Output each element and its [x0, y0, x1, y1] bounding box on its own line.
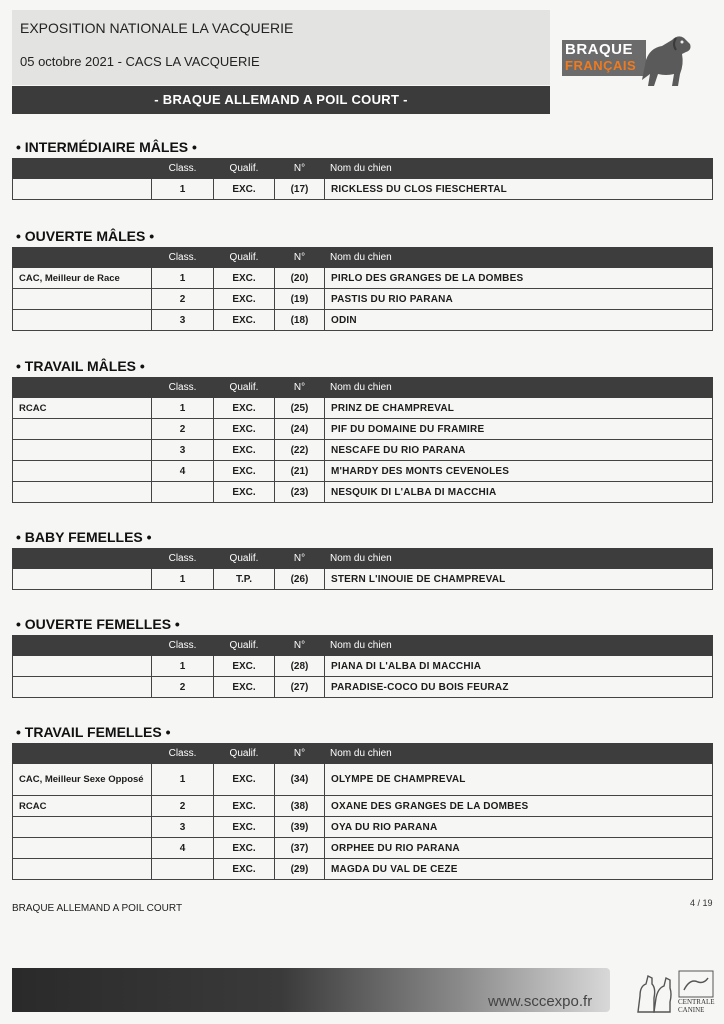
dog-name-cell: ORPHEE DU RIO PARANA [325, 838, 713, 859]
number-cell: (34) [275, 764, 325, 796]
number-cell: (39) [275, 817, 325, 838]
number-header: N° [275, 636, 325, 656]
class-header: Class. [152, 636, 214, 656]
breed-title-bar: - BRAQUE ALLEMAND A POIL COURT - [12, 86, 550, 114]
number-header: N° [275, 248, 325, 268]
dog-name-cell: OYA DU RIO PARANA [325, 817, 713, 838]
award-cell [13, 440, 152, 461]
results-table [12, 743, 713, 880]
class-cell: 3 [152, 440, 214, 461]
class-header: Class. [152, 248, 214, 268]
qualif-header: Qualif. [214, 744, 275, 764]
award-cell [13, 656, 152, 677]
footer-breed: BRAQUE ALLEMAND A POIL COURT [12, 903, 183, 914]
qualif-cell: EXC. [214, 677, 275, 698]
class-cell: 1 [152, 569, 214, 590]
qualif-cell: EXC. [214, 461, 275, 482]
award-cell: CAC, Meilleur de Race [13, 268, 152, 289]
class-section [12, 526, 712, 590]
name-header: Nom du chien [325, 636, 713, 656]
class-cell: 4 [152, 461, 214, 482]
award-cell: RCAC [13, 796, 152, 817]
centrale-canine-icon [678, 970, 714, 998]
class-cell: 2 [152, 289, 214, 310]
dog-name-cell: OXANE DES GRANGES DE LA DOMBES [325, 796, 713, 817]
class-cell: 2 [152, 796, 214, 817]
dog-icon [632, 30, 706, 88]
results-table [12, 158, 713, 200]
qualif-cell: EXC. [214, 817, 275, 838]
award-cell: RCAC [13, 398, 152, 419]
class-header: Class. [152, 549, 214, 569]
class-cell: 1 [152, 398, 214, 419]
section-title: • BABY FEMELLES • [16, 529, 152, 545]
results-table [12, 247, 713, 331]
class-cell [152, 482, 214, 503]
qualif-header: Qualif. [214, 549, 275, 569]
qualif-cell: EXC. [214, 764, 275, 796]
dog-name-cell: OLYMPE DE CHAMPREVAL [325, 764, 713, 796]
table-row [13, 656, 713, 677]
award-header [13, 378, 152, 398]
dog-name-cell: NESQUIK DI L'ALBA DI MACCHIA [325, 482, 713, 503]
qualif-cell: EXC. [214, 310, 275, 331]
partner-name: CENTRALE CANINE [678, 998, 715, 1014]
table-row [13, 569, 713, 590]
qualif-header: Qualif. [214, 159, 275, 179]
award-cell [13, 817, 152, 838]
number-header: N° [275, 744, 325, 764]
qualif-cell: EXC. [214, 268, 275, 289]
number-cell: (37) [275, 838, 325, 859]
event-date: 05 octobre 2021 - CACS LA VACQUERIE [20, 54, 260, 69]
results-table [12, 377, 713, 503]
dog-name-cell: PARADISE-COCO DU BOIS FEURAZ [325, 677, 713, 698]
section-title: • OUVERTE MÂLES • [16, 228, 155, 244]
class-cell: 2 [152, 677, 214, 698]
class-cell: 1 [152, 179, 214, 200]
table-header-row [13, 744, 713, 764]
table-row [13, 268, 713, 289]
number-cell: (38) [275, 796, 325, 817]
number-cell: (24) [275, 419, 325, 440]
qualif-cell: EXC. [214, 656, 275, 677]
name-header: Nom du chien [325, 248, 713, 268]
table-row [13, 398, 713, 419]
class-section [12, 225, 712, 331]
award-header [13, 248, 152, 268]
dog-name-cell: PASTIS DU RIO PARANA [325, 289, 713, 310]
qualif-cell: EXC. [214, 859, 275, 880]
logo-line1: BRAQUE [565, 41, 634, 58]
table-header-row [13, 248, 713, 268]
dog-name-cell: MAGDA DU VAL DE CEZE [325, 859, 713, 880]
dog-name-cell: STERN L'INOUIE DE CHAMPREVAL [325, 569, 713, 590]
qualif-cell: EXC. [214, 482, 275, 503]
class-section [12, 721, 712, 880]
number-header: N° [275, 549, 325, 569]
qualif-cell: EXC. [214, 289, 275, 310]
dog-name-cell: PIANA DI L'ALBA DI MACCHIA [325, 656, 713, 677]
award-cell [13, 179, 152, 200]
number-cell: (19) [275, 289, 325, 310]
number-cell: (25) [275, 398, 325, 419]
dog-name-cell: PIF DU DOMAINE DU FRAMIRE [325, 419, 713, 440]
name-header: Nom du chien [325, 549, 713, 569]
award-cell [13, 859, 152, 880]
class-section [12, 613, 712, 698]
dog-name-cell: ODIN [325, 310, 713, 331]
event-title: EXPOSITION NATIONALE LA VACQUERIE [20, 20, 294, 36]
number-header: N° [275, 378, 325, 398]
table-row [13, 179, 713, 200]
award-cell [13, 482, 152, 503]
logo-line2: FRANÇAIS [565, 58, 637, 73]
results-table [12, 635, 713, 698]
table-row [13, 289, 713, 310]
name-header: Nom du chien [325, 744, 713, 764]
dog-name-cell: PIRLO DES GRANGES DE LA DOMBES [325, 268, 713, 289]
number-cell: (20) [275, 268, 325, 289]
table-row [13, 482, 713, 503]
class-section [12, 136, 712, 200]
table-header-row [13, 549, 713, 569]
award-header [13, 744, 152, 764]
award-cell [13, 461, 152, 482]
page-header [12, 10, 550, 85]
site-url[interactable]: www.sccexpo.fr [488, 993, 593, 1010]
qualif-header: Qualif. [214, 636, 275, 656]
qualif-cell: T.P. [214, 569, 275, 590]
qualif-header: Qualif. [214, 248, 275, 268]
class-cell: 3 [152, 817, 214, 838]
table-header-row [13, 159, 713, 179]
class-header: Class. [152, 744, 214, 764]
table-header-row [13, 636, 713, 656]
class-cell: 1 [152, 268, 214, 289]
award-cell [13, 838, 152, 859]
table-row [13, 838, 713, 859]
table-row [13, 440, 713, 461]
class-cell: 1 [152, 656, 214, 677]
qualif-cell: EXC. [214, 419, 275, 440]
qualif-cell: EXC. [214, 179, 275, 200]
results-table [12, 548, 713, 590]
section-title: • TRAVAIL FEMELLES • [16, 724, 171, 740]
class-header: Class. [152, 159, 214, 179]
award-cell [13, 677, 152, 698]
class-cell: 2 [152, 419, 214, 440]
table-row [13, 796, 713, 817]
section-title: • INTERMÉDIAIRE MÂLES • [16, 139, 197, 155]
class-section [12, 355, 712, 503]
number-cell: (23) [275, 482, 325, 503]
table-row [13, 419, 713, 440]
award-cell [13, 289, 152, 310]
number-header: N° [275, 159, 325, 179]
name-header: Nom du chien [325, 159, 713, 179]
dog-name-cell: NESCAFE DU RIO PARANA [325, 440, 713, 461]
qualif-cell: EXC. [214, 398, 275, 419]
award-header [13, 636, 152, 656]
section-title: • OUVERTE FEMELLES • [16, 616, 180, 632]
braque-francais-logo [562, 30, 706, 88]
number-cell: (28) [275, 656, 325, 677]
dog-name-cell: M'HARDY DES MONTS CEVENOLES [325, 461, 713, 482]
number-cell: (18) [275, 310, 325, 331]
partner-logos [632, 968, 716, 1016]
number-cell: (27) [275, 677, 325, 698]
dog-name-cell: PRINZ DE CHAMPREVAL [325, 398, 713, 419]
qualif-cell: EXC. [214, 796, 275, 817]
award-header [13, 159, 152, 179]
dog-name-cell: RICKLESS DU CLOS FIESCHERTAL [325, 179, 713, 200]
award-cell [13, 419, 152, 440]
class-cell: 3 [152, 310, 214, 331]
section-title: • TRAVAIL MÂLES • [16, 358, 145, 374]
name-header: Nom du chien [325, 378, 713, 398]
class-cell: 1 [152, 764, 214, 796]
table-row [13, 461, 713, 482]
number-cell: (22) [275, 440, 325, 461]
table-header-row [13, 378, 713, 398]
table-row [13, 859, 713, 880]
award-cell [13, 310, 152, 331]
class-header: Class. [152, 378, 214, 398]
table-row [13, 764, 713, 796]
table-row [13, 817, 713, 838]
number-cell: (21) [275, 461, 325, 482]
class-cell [152, 859, 214, 880]
dogs-icon [632, 968, 676, 1014]
number-cell: (17) [275, 179, 325, 200]
qualif-cell: EXC. [214, 440, 275, 461]
class-cell: 4 [152, 838, 214, 859]
table-row [13, 677, 713, 698]
qualif-header: Qualif. [214, 378, 275, 398]
table-row [13, 310, 713, 331]
number-cell: (29) [275, 859, 325, 880]
page-number: 4 / 19 [690, 898, 713, 908]
qualif-cell: EXC. [214, 838, 275, 859]
award-cell: CAC, Meilleur Sexe Opposé [13, 764, 152, 796]
number-cell: (26) [275, 569, 325, 590]
award-header [13, 549, 152, 569]
award-cell [13, 569, 152, 590]
